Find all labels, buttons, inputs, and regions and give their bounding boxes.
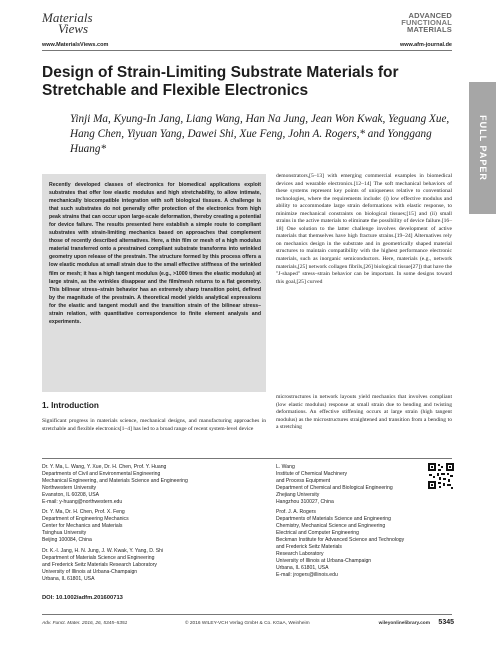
brand-line3: MATERIALS xyxy=(407,25,452,34)
affiliation-line: L. Wang xyxy=(276,464,295,470)
affiliation-email[interactable]: E-mail: y-huang@northwestern.edu xyxy=(42,498,123,505)
affiliation-rule xyxy=(42,458,452,459)
body-text-right-top: demonstrators,[5–13] with emerging commercial examples in biomedical devices and wearable electronics.[12–14] The soft mechanical behaviors of these systems represent key points of uniqueness relative to conventional technologies, where the requirements include: (i) low effective modulus and ability to accommodate large strain deformations with elastic response, to minimize mechanical constraints on biological tissues;[15] and (ii) small strains in the active materials to eliminate the possibility of device failure.[16–18] One solution to the latter challenge involves development of active materials that themselves have high fracture strains.[19–24] Alternatives rely on mechanics design in the substrate and in geometrically shaped material structures to maintain compatibility with the highest performance electronic materials, such as inorganic semiconductors. Here, materials (e.g., network materials,[25] network collagen fibrils,[26] biological tissue[27]) that have the "J-shaped" stress–strain behavior can be important. In some designs toward this goal,[25] curved xyxy=(276,173,452,285)
affiliation-email[interactable]: E-mail: jrogers@illinois.edu xyxy=(276,571,338,578)
affiliation-line: Urbana, IL 61801, USA xyxy=(276,564,329,571)
affiliation-line: Beckman Institute for Advanced Science and Technology xyxy=(276,537,405,544)
affiliation-line: Tsinghua University xyxy=(42,530,87,537)
header-rule xyxy=(42,50,452,51)
logo-line2: Views xyxy=(58,21,89,36)
body-text-introduction: Significant progress in materials science, mechanical designs, and manufacturing approaches in stretchable and flexible electronics[1–4] has led to a broad range of recent system-level device xyxy=(42,418,266,432)
affiliation-line: Dr. K.-I. Jang, H. N. Jung, J. W. Kwak, Y. Yang, D. Shi xyxy=(42,547,164,554)
affiliation-line: Department of Chemical and Biological Engineering xyxy=(276,484,393,491)
affiliation-line: Beijing 100084, China xyxy=(42,537,92,544)
footer-site[interactable]: wileyonlinelibrary.com xyxy=(378,621,430,626)
materialsviews-url[interactable]: www.MaterialsViews.com xyxy=(42,42,109,48)
affiliation-line: Department of Engineering Mechanics xyxy=(42,516,129,523)
affiliation-line: Urbana, IL 61801, USA xyxy=(42,575,95,582)
qr-code-icon xyxy=(428,463,454,489)
affiliation-line: Hangzhou 310027, China xyxy=(276,498,334,505)
section-tab xyxy=(469,82,496,214)
affiliation-line: University of Illinois at Urbana-Champaign xyxy=(276,557,372,564)
affiliation-line: Departments of Materials Science and Engineering xyxy=(276,516,391,523)
author-list: Yinji Ma, Kyung-In Jang, Liang Wang, Han Na Jung, Jean Won Kwak, Yeguang Xue, Hang Chen, Yiyuan Yang, Dawei Shi, Xue Feng, John A. Rogers,* and Yonggang Huang* xyxy=(70,113,450,155)
abstract-text: Recently developed classes of electronics for biomedical applications exploit substrates that offer low elastic modulus and high stretchability, to allow intimate, mechanically biocompatible integration with soft biological tissues. A challenge is that such substrates do not generally offer protection of the electronics from high peak strains that can occur upon large-scale deformation, thereby creating a potential for device failure. The results presented here establish a simple route to compliant substrates with strain-limiting mechanics based on approaches that complement those of recently described alternatives. Here, a thin film or mesh of a high modulus material transferred onto a prestrained compliant substrate transforms into wrinkled geometry upon release of the prestrain. The structure formed by this process offers a low elastic modulus at small strain due to the small effective stiffness of the wrinkled film or mesh; it has a high tangent modulus (e.g., >1000 times the elastic modulus) at large strain, as the wrinkles disappear and the film/mesh returns to a flat geometry. This bilinear stress–strain behavior has an extremely sharp transition point, defined by the magnitude of the prestrain. A theoretical model yields analytical expressions for the elastic and tangent moduli and the transition strain of the bilinear stress–strain relation, with quantitative correspondence to finite element analysis and experiments. xyxy=(49,182,261,325)
affiliation-line: Dr. Y. Ma, Dr. H. Chen, Prof. X. Feng xyxy=(42,509,125,516)
footer-citation: Adv. Funct. Mater. 2016, 26, 5345–5351 xyxy=(42,621,128,626)
paper-title: Design of Strain-Limiting Substrate Materials for Stretchable and Flexible Electronics xyxy=(42,64,399,99)
journal-brand xyxy=(401,12,452,33)
affiliation-line: Mechanical Engineering, and Materials Science and Engineering xyxy=(42,477,188,484)
affiliations-right xyxy=(276,464,426,579)
affiliation-line: Center for Mechanics and Materials xyxy=(42,523,123,530)
affiliation-line: University of Illinois at Urbana-Champaign xyxy=(42,568,138,575)
brand-line1: ADVANCED xyxy=(408,11,452,20)
affiliation-line: Northwestern University xyxy=(42,484,97,491)
affiliation-line: Dr. Y. Ma, L. Wang, Y. Xue, Dr. H. Chen, Prof. Y. Huang xyxy=(42,464,167,470)
affiliation-line: Zhejiang University xyxy=(276,491,320,498)
affiliation-line: Research Laboratory xyxy=(276,550,324,557)
affiliation-line: and Frederick Seitz Materials xyxy=(276,543,342,550)
materialsviews-logo xyxy=(42,12,93,34)
page-number: 5345 xyxy=(438,619,454,626)
affiliation-line: Prof. J. A. Rogers xyxy=(276,509,316,516)
affiliation-line: and Process Equipment xyxy=(276,477,331,484)
affiliations-left xyxy=(42,464,257,583)
affiliation-line: and Frederick Seitz Materials Research Laboratory xyxy=(42,561,157,568)
affiliation-line: Departments of Civil and Environmental Engineering xyxy=(42,470,161,477)
section-tab-label: FULL PAPER xyxy=(477,115,488,181)
affiliation-line: Electrical and Computer Engineering xyxy=(276,530,359,537)
logo-line1: Materials xyxy=(42,10,93,25)
journal-url[interactable]: www.afm-journal.de xyxy=(399,42,452,48)
footer-rule xyxy=(42,614,452,615)
affiliation-line: Institute of Chemical Machinery xyxy=(276,470,348,477)
affiliation-line: Department of Materials Science and Engineering xyxy=(42,554,155,561)
doi-link[interactable]: DOI: 10.1002/adfm.201600713 xyxy=(42,595,123,601)
footer-copyright: © 2016 WILEY-VCH Verlag GmbH & Co. KGaA, Weinheim xyxy=(185,621,310,626)
affiliation-line: Evanston, IL 60208, USA xyxy=(42,491,100,498)
section-heading-introduction: 1. Introduction xyxy=(42,401,99,410)
body-text-right-bottom: microstructures in network layouts yield mechanics that involves compliant (low elastic modulus) response at small strain due to bending and twisting deformations. An effective stiffening occurs at large strain (high tangent modulus) as the microstructures straightened and transition from a bending to a stretching xyxy=(276,394,452,431)
brand-line2: FUNCTIONAL xyxy=(401,18,452,27)
affiliation-line: Chemistry, Mechanical Science and Engineering xyxy=(276,523,386,530)
